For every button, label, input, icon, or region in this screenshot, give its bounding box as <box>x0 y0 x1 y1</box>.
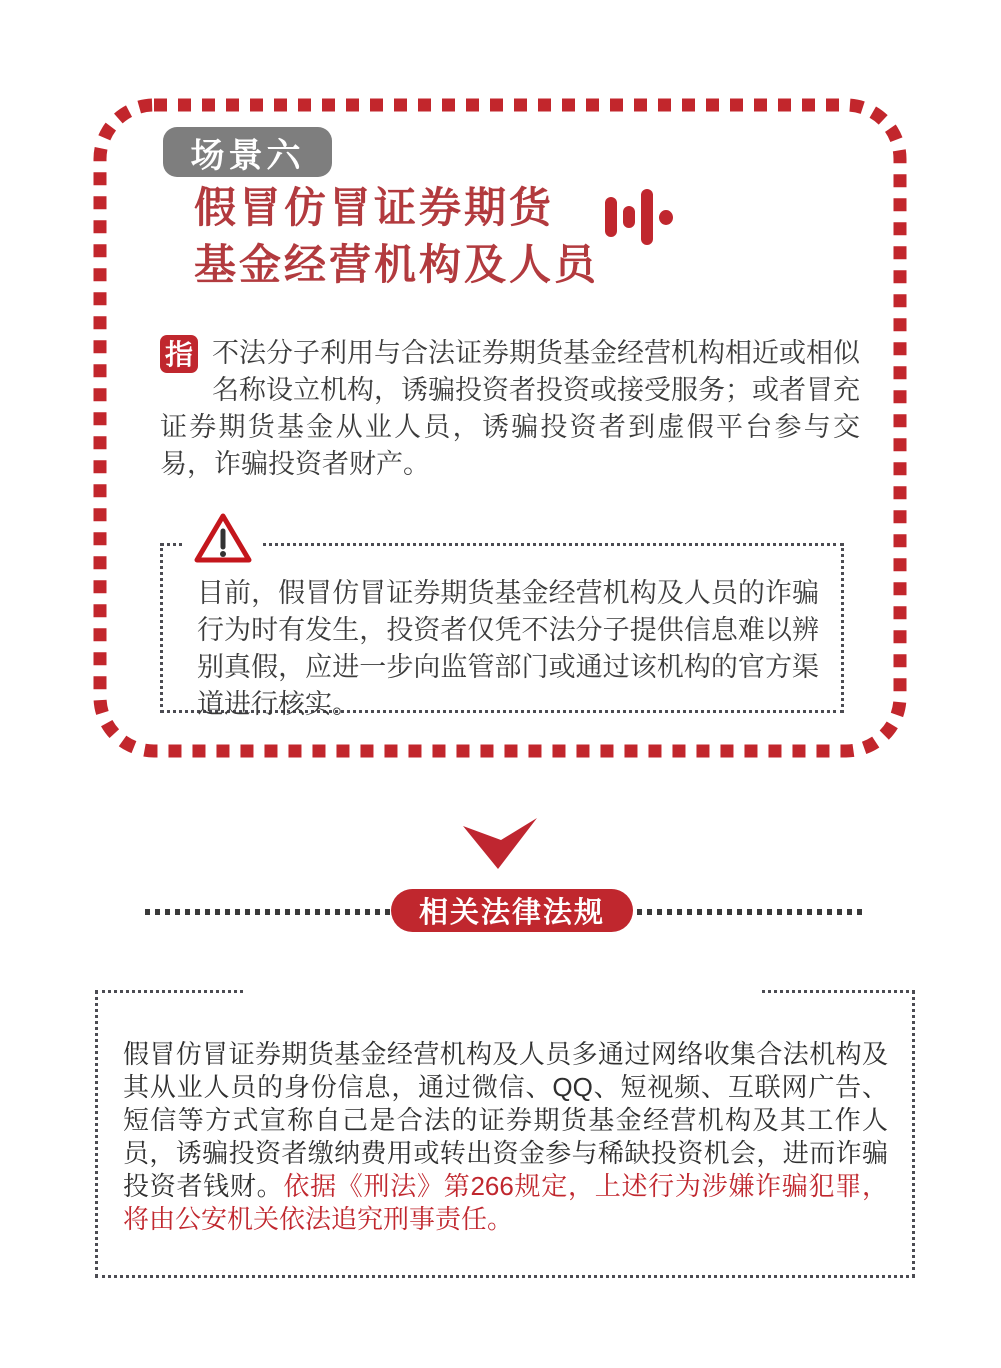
scene-title-line1: 假冒仿冒证券期货 <box>194 184 555 231</box>
warning-triangle-icon <box>183 510 263 571</box>
law-section-badge <box>391 889 633 932</box>
scene-number-badge <box>163 127 332 177</box>
divider-dash-right <box>637 909 864 915</box>
law-box-border-gap <box>246 988 760 997</box>
law-text-red: 依据《刑法》第266规定，上述行为涉嫌诈骗犯罪，将由公安机关依法追究刑事责任。 <box>123 1171 888 1234</box>
warning-text: 目前，假冒仿冒证券期货基金经营机构及人员的诈骗行为时有发生，投资者仅凭不法分子提供信息难以辨别真假，应进一步向监管部门或通过该机构的官方渠道进行核实。 <box>197 578 819 719</box>
audio-wave-icon <box>605 189 673 245</box>
law-box <box>95 990 915 1278</box>
scene-title <box>194 179 599 293</box>
pointer-badge-label: 指 <box>164 338 193 370</box>
scene-title-line2: 基金经营机构及人员 <box>194 241 600 288</box>
divider-dash-left <box>145 909 390 915</box>
pointer-badge <box>160 335 198 373</box>
law-section-label: 相关法律法规 <box>418 897 605 929</box>
intro-text: 不法分子利用与合法证券期货基金经营机构相近或相似名称设立机构，诱骗投资者投资或接受服务；或者冒充证券期货基金从业人员，诱骗投资者到虚假平台参与交易，诈骗投资者财产。 <box>160 338 860 479</box>
intro-paragraph <box>160 335 860 483</box>
scene-card <box>92 97 908 759</box>
scene-number-label: 场景六 <box>190 136 305 175</box>
warning-box <box>160 543 844 719</box>
law-text-black: 假冒仿冒证券期货基金经营机构及人员多通过网络收集合法机构及其从业人员的身份信息，通过微信、QQ、短视频、互联网广告、短信等方式宣称自己是合法的证券期货基金经营机构及其工作人员，诱骗投资者缴纳费用或转出资金参与稀缺投资机会，进而诈骗投资者钱财。 <box>123 1039 888 1201</box>
law-text <box>123 1038 888 1236</box>
chevron-down-icon <box>460 816 540 877</box>
